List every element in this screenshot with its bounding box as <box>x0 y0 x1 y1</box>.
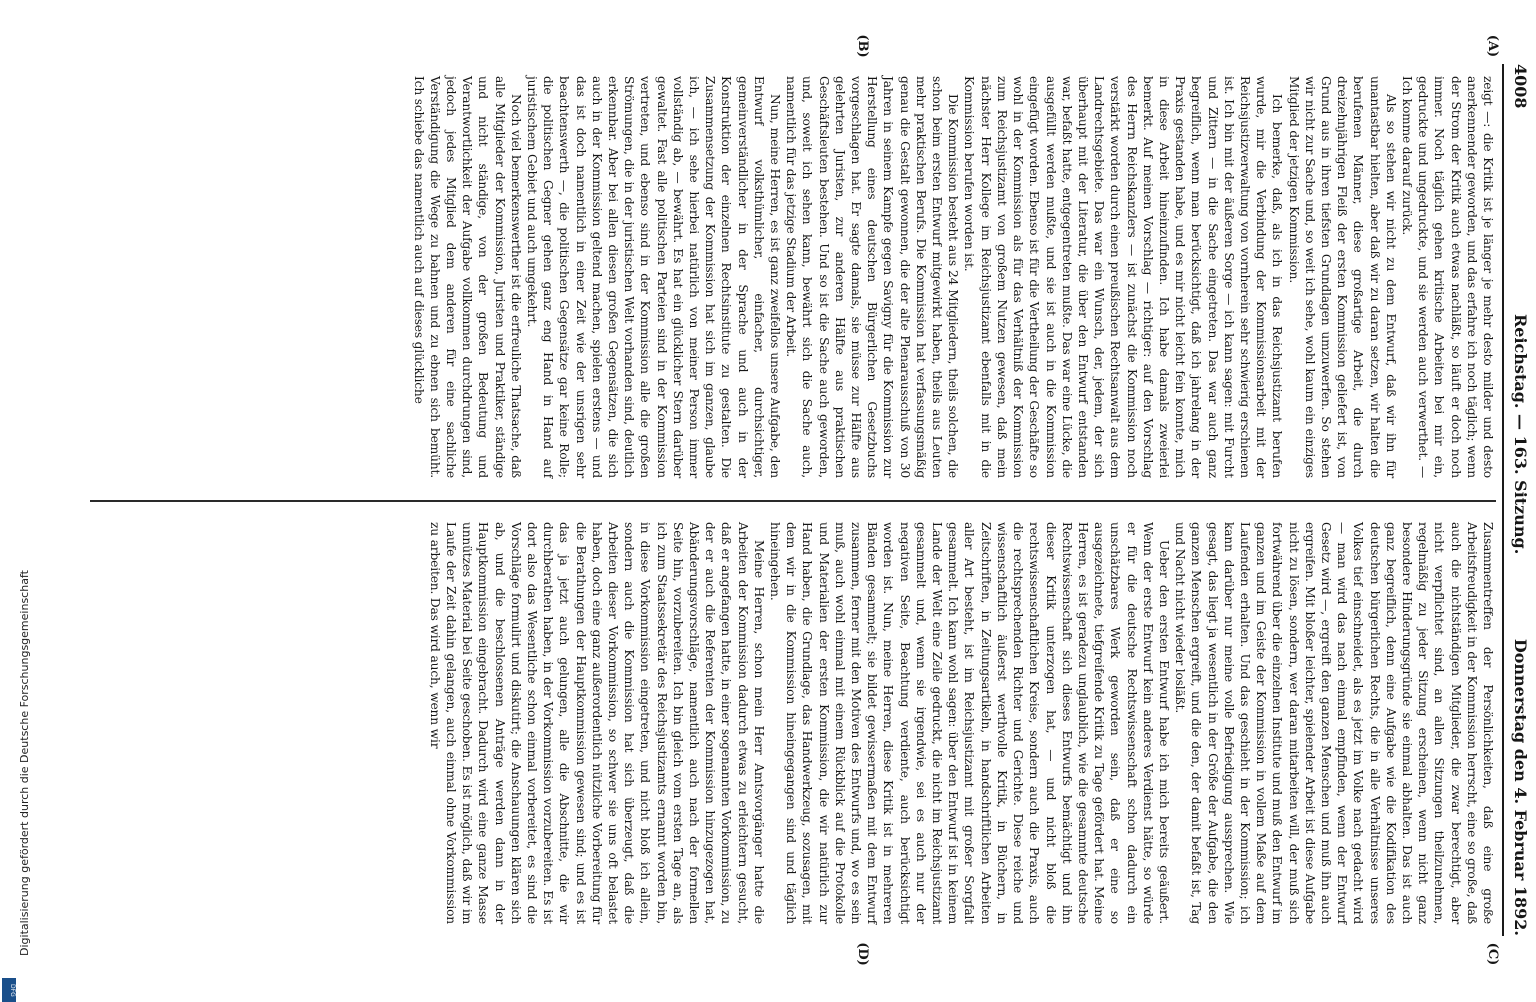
margin-letter-d: (D) <box>855 942 870 966</box>
session-date: Donnerstag den 4. Februar 1892. <box>1511 638 1530 936</box>
margin-letter-c: (C) <box>1485 942 1500 966</box>
header-rule <box>1502 64 1504 936</box>
column-divider <box>90 500 1496 502</box>
dfg-logo: DFG <box>2 978 16 1002</box>
page-number: 4008 <box>1511 64 1530 109</box>
footer-strip <box>0 16 31 997</box>
page-header <box>1508 64 1536 936</box>
digitization-credit: Digitalisierung gefördert durch die Deutsche Forschungsgemeinschaft <box>18 570 31 956</box>
paragraph: Zusammentreffen der Persönlichkeiten, daß eine große Arbeitsfreudigkeit in der Kommission herrscht, eine so große, daß auch die nichtständigen Mitglieder, die zwar berechtigt, aber nicht verpflichtet sind, an allen Sitzungen theilzunehmen, regelmäßig zu jeder Sitzung erscheinen, wenn nicht ganz besondere Hinderungsgründe sie einmal abhalten. Das ist auch ganz begreiflich, denn eine Aufgabe wie die Kodifikation des deutschen bürgerlichen Rechts, die in alle Verhältnisse unseres Volkes tief einschneidet, als es jetzt im Volke nach gedacht wird — man wird das nach einmal empfinden, wenn der Entwurf Gesetz wird —, ergreift den ganzen Menschen und muß ihn auch ergreifen. Mit bloßer leichter, spielender Arbeit ist diese Aufgabe nicht zu lösen, sondern, wer daran mitarbeiten will, der muß sich fortwährend über die einzelnen Institute und muß den Entwurf im ganzen und im Geiste der Kommission in vollem Maße auf dem Laufenden erhalten. Und das geschieht in der Kommission; ich kann darüber nur meine volle Befriedigung aussprechen. Wie gesagt, das liegt ja wesentlich in der Größe der Aufgabe, die den ganzen Menschen ergreift, und die den, der damit befaßt ist, Tag und Nacht nicht wieder losläßt. <box>1173 522 1495 924</box>
right-column-text <box>427 522 1496 924</box>
right-column <box>96 522 1496 924</box>
paragraph: Meine Herren, schon mein Herr Amtsvorgänger hatte die Arbeiten der Kommission dadurch etwas zu erleichtern gesucht, daß er angefangen hatte, in einer sogenannten Vorkommission, zu der er auch die Referenten der Kommission hinzugezogen hat, Abänderungsvorschläge, namentlich auch nach der formellen Seite hin, vorzubereiten. Ich bin gleich vom ersten Tage an, als ich zum Staatssekretär des Reichsjustizamts ernannt worden bin, in diese Vorkommission eingetreten, und nicht bloß ich allein, sondern auch die Kommission hat sich überzeugt, daß die Arbeiten dieser Vorkommission, so schwer sie uns oft belastet haben, doch eine ganz außerordentlich nützliche Vorbereitung für die Berathungen der Hauptkommission gewesen sind; und es ist das ja jetzt auch gelungen, alle die Abschnitte, die wir durchberathen haben, in der Vorkommission vorzubereiten. Es ist dort also das Wesentliche schon einmal vorbereitet, es sind die Vorschläge formulirt und diskutirt; die Anschauungen klären sich ab, und die beschlossenen Anträge werden dann in der Hauptkommission eingebracht. Dadurch wird eine ganze Masse unnützes Material bei Seite geschoben. Es ist möglich, daß wir im Laufe der Zeit dahin gelangen, auch einmal ohne Vorkommission zu arbeiten. Das wird auch, wenn wir <box>427 522 766 924</box>
paragraph: Ich bemerke, daß, als ich in das Reichsjustizamt berufen wurde, mir die Verbindung der Kommissionsarbeit mit der Reichsjustizverwaltung von vornherein sehr schwierig erschienen ist. Ich bin mit der äußeren Sorge — ich kann sagen: mit Furcht und Zittern — in die Sache eingetreten. Das war auch ganz begreiflich, wenn man berücksichtigt, daß ich jahrelang in der Praxis gestanden habe, und es mir nicht leicht fein konnte, mich in diese Arbeit hineinzufinden. Ich habe damals zweierlei bemerkt. Auf meinen Vorschlag — richtiger: auf den Vorschlag des Herrn Reichskanzlers — ist zunächst die Kommission noch verstärkt worden durch einen preußischen Rechtsanwalt aus dem Landrechtsgebiete. Das war ein Wunsch, der, jedem, der sich überhaupt mit der Literatur, die über den Entwurf entstanden war, befaßt hatte, entgegentreten mußte. Das war eine Lücke, die ausgefüllt werden mußte, und sie ist auch in die Kommission eingefügt worden. Ebenso ist für die Vertheilung der Geschäfte so wohl in der Kommission als für das Verhältniß der Kommission zum Reichsjustizamt von großem Nutzen gewesen, daß mein nächster Herr Kollege im Reichsjustizamt ebenfalls mit in die Kommission berufen worden ist. <box>962 76 1285 478</box>
margin-letter-b: (B) <box>855 34 870 58</box>
rotated-document <box>80 34 1536 966</box>
left-column-text <box>410 76 1496 478</box>
paragraph: Als so stehen wir nicht zu dem Entwurf, daß wir ihn für unantastbar hielten, aber daß wir zu daran setzen, wir halten die berufenen Männer, diese großartige Arbeit, die durch dreizehnjährigen Fleiß der ersten Kommission geliefert ist, von Grund aus in ihren tiefsten Grundlagen umzuwerfen. So stehen wir nicht zur Sache und, so weit ich sehe, wohl kaum ein einziges Mitglied der jetzigen Kommission. <box>1286 76 1398 478</box>
paragraph: Ueber den ersten Entwurf habe ich mich bereits geäußert. Wenn der erste Entwurf kein anderes Verdienst hätte, so würde er für die deutsche Rechtswissenschaft schon dadurch ein unschätzbares Werk geworden sein, daß er eine so ausgezeichnete, tiefgreifende Kritik zu Tage gefördert hat. Meine Herren, es ist geradezu unglaublich, wie die gesammte deutsche Rechtswissenschaft sich dieses Entwurfs bemächtigt und ihn dieser Kritik unterzogen hat, — und nicht bloß die rechtswissenschaftlichen Kreise, sondern auch die Praxis, auch die rechtsprechenden Richter und Gerichte. Diese reiche und wissenschaftlich äußerst werthvolle Kritik, in Büchern, in Zeitschriften, in Zeitungsartikeln, in handschriftlichen Arbeiten aller Art besteht, ist im Reichsjustizamt mit großer Sorgfalt gesammelt. Ich kann wohl sagen: über den Entwurf ist in keinem Lande der Welt eine Zeile gedruckt, die nicht im Reichsjustizamt gesammelt und, wenn sie irgendwie, sei es auch nur der negativen Seite, Beachtung verdiente, auch berücksichtigt worden ist. Nun, meine Herren, diese Kritik ist in mehreren Bänden gesammelt; sie bildet gewissermaßen mit dem Entwurf zusammen, ferner mit den Motiven des Entwurfs und, wo es sein muß, auch wohl einmal mit einem Rückblick auf die Protokolle und Materialien der ersten Kommission, die wir natürlich zur Hand haben, die Grundlage, das Handwerkzeug, sozusagen, mit dem wir in die Kommission hineingegangen sind und täglich hineingehen. <box>768 522 1171 924</box>
paragraph: Die Kommission besteht aus 24 Mitgliedern, theils solchen, die schon beim ersten Entwurf mitgewirkt haben, theils aus Leuten mehr praktischen Berufs. Die Kommission hat verfassungsmäßig genau die Gestalt gewonnen, die der alte Plenarausschuß von 30 Jahren in seinem Kampfe gegen Savigny für die Kommission zur Herstellung eines deutschen Bürgerlichen Gesetzbuchs vorgeschlagen hat. Er sagte damals, sie müsse zur Hälfte aus gelehrten Juristen, zur anderen Hälfte aus praktischen Geschäftsleuten bestehen. Und so ist die Sache auch geworden, und, soweit ich sehen kann, bewährt sich die Sache auch, namentlich für das jetzige Stadium der Arbeit. <box>784 76 961 478</box>
left-column <box>96 76 1496 478</box>
margin-letter-a: (A) <box>1485 34 1500 58</box>
paragraph: Noch viel bemerkenswerther ist die erfreuliche Thatsache, daß alle Mitglieder der Kommission, Juristen und Praktiker, ständige und nicht ständige, von der großen Bedeutung und Verantwortlichkeit der Aufgabe vollkommen durchdrungen sind, jedoch jedes Mitglied dem anderen für eine sachliche Verständigung die Wege zu bahnen und zu ebnen sich bemüht. Ich schiebe das namentlich auch auf dieses glückliche <box>411 76 523 478</box>
session-title: Reichstag. — 163. Sitzung. <box>1511 314 1530 555</box>
paragraph: Nun, meine Herren, es ist ganz zweifellos unsere Aufgabe, den Entwurf volksthümlicher, einfacher, durchsichtiger, gemeinverständlicher in der Sprache und auch in der Konstruktion der einzelnen Rechtsinstitute zu gestalten. Die Zusammensetzung der Kommission hat sich im ganzen, glaube ich, — ich sehe hierbei natürlich von meiner Person immer vollständig ab, — bewährt. Es hat ein glücklicher Stern darüber gewaltet. Fast alle politischen Parteien sind in der Kommission vertreten, und ebenso sind in der Kommission alle die großen Strömungen, die in der juristischen Welt vorhanden sind, deutlich erkennbar. Aber bei allen diesen großen Gegensätzen, die sich auch in der Kommission geltend machen, spielen erstens — und das ist doch namentlich in einer Zeit wie der unsrigen sehr beachtenswerth —, die politischen Gegensätze gar keine Rolle; die politischen Gegner gehen ganz eng Hand in Hand auf juristischem Gebiet und auch umgekehrt. <box>525 76 783 478</box>
paragraph: zeigt —: die Kritik ist je länger je mehr desto milder und desto anerkennender geworden, und das erfahre ich noch täglich; wenn der Strom der Kritik auch etwas nachläßt, so läuft er doch noch immer. Noch täglich gehen kritische Arbeiten bei mir ein, gedruckte und ungedruckte, und sie werden auch verwerthet. — Ich komme darauf zurück. <box>1399 76 1495 478</box>
